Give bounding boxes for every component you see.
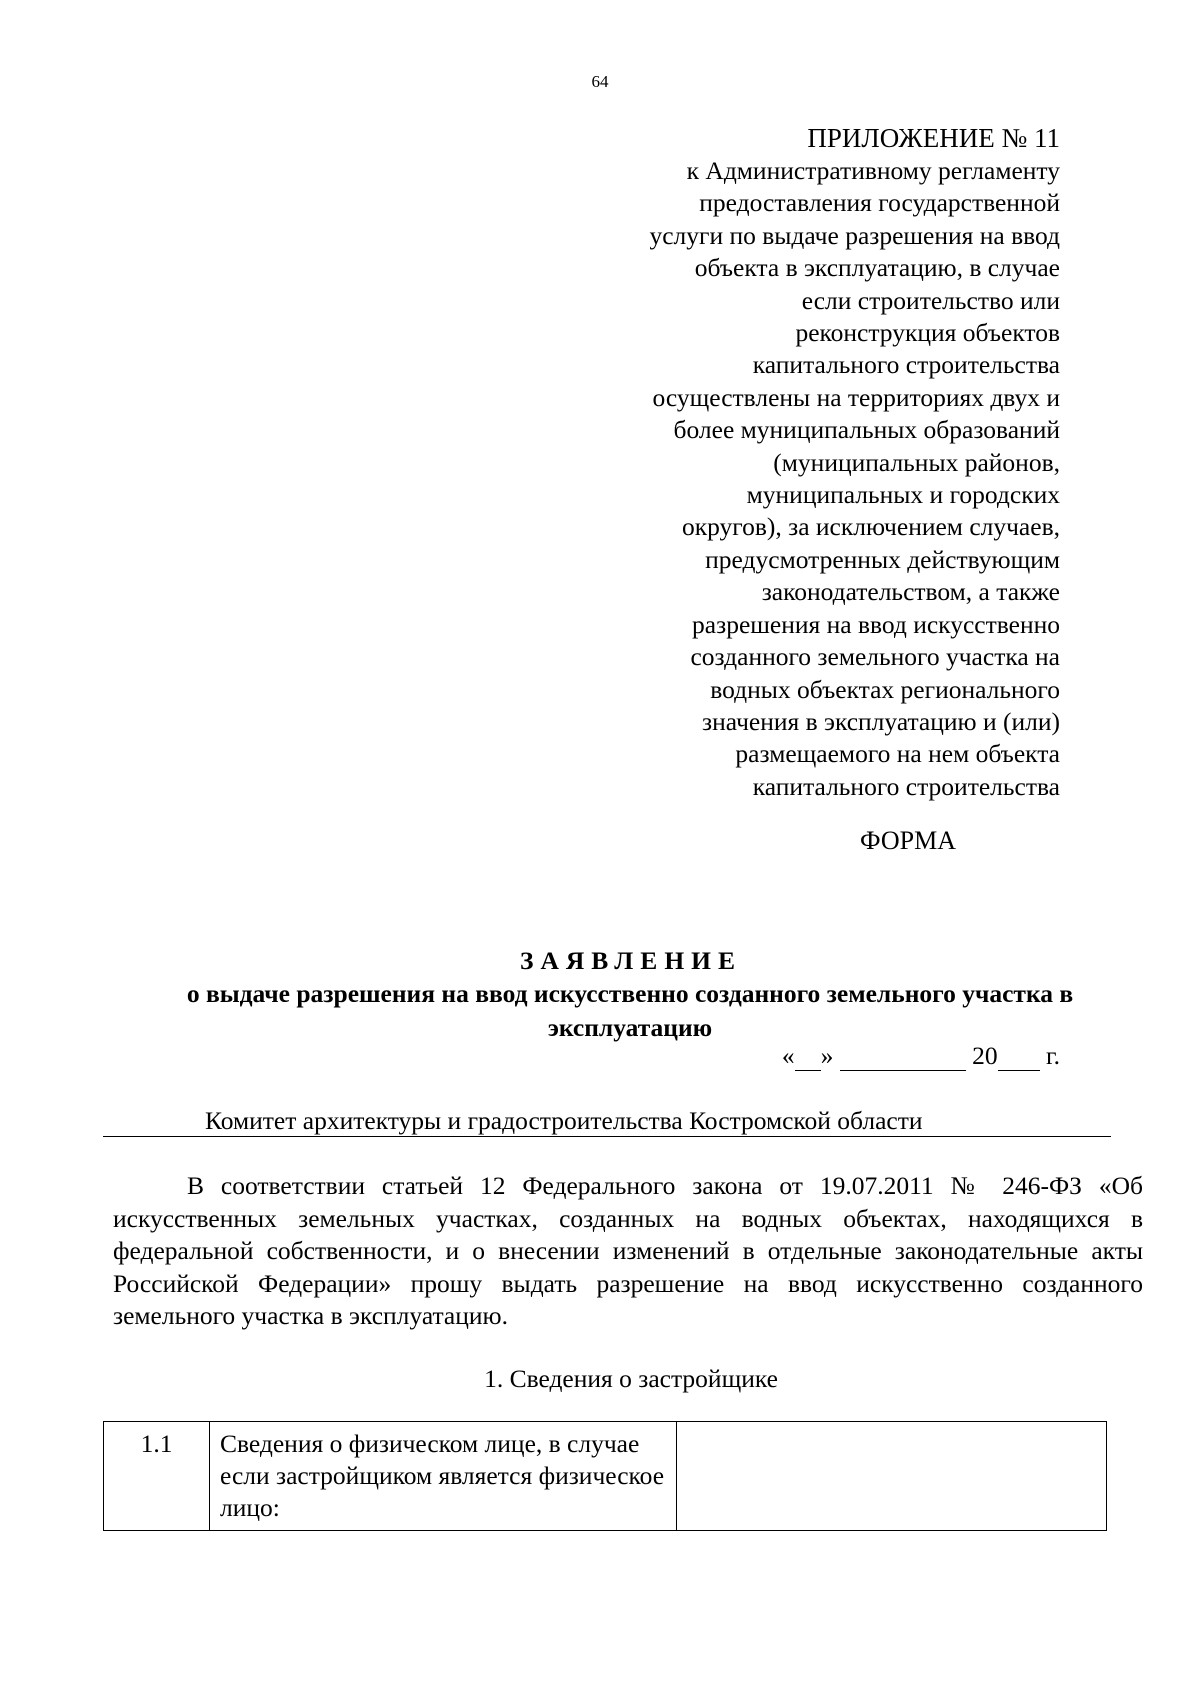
appendix-line: созданного земельного участка на xyxy=(690,642,1060,672)
row-number: 1.1 xyxy=(104,1422,210,1531)
form-label: ФОРМА xyxy=(860,826,956,855)
appendix-line: значения в эксплуатацию и (или) xyxy=(702,706,1060,736)
row-label: Сведения о физическом лице, в случае если застройщиком является физическое лицо: xyxy=(210,1422,677,1531)
appendix-line: (муниципальных районов, xyxy=(773,447,1060,477)
appendix-line: объекта в эксплуатацию, в случае xyxy=(694,253,1060,283)
addressee-field[interactable] xyxy=(103,1106,1111,1137)
date-open-quote: « xyxy=(781,1041,795,1070)
appendix-line: более муниципальных образований xyxy=(673,415,1060,445)
row-value-field[interactable] xyxy=(677,1422,1107,1531)
year-blank[interactable] xyxy=(998,1044,1040,1071)
day-blank[interactable] xyxy=(795,1044,821,1071)
document-subtitle: о выдаче разрешения на ввод искусственно созданного земельного участка в эксплуатацию xyxy=(186,979,1074,1042)
table-row xyxy=(104,1422,1107,1531)
month-blank[interactable] xyxy=(840,1044,966,1071)
appendix-line: если строительство или xyxy=(801,285,1060,315)
appendix-line: услуги по выдаче разрешения на ввод xyxy=(649,220,1060,250)
appendix-title: ПРИЛОЖЕНИЕ № 11 xyxy=(807,123,1060,153)
appendix-line: капитального строительства xyxy=(752,771,1060,801)
appendix-line: капитального строительства xyxy=(752,350,1060,380)
appendix-line: размещаемого на нем объекта xyxy=(735,739,1060,769)
year-prefix: 20 xyxy=(972,1041,998,1070)
section-title: 1. Сведения о застройщике xyxy=(484,1364,778,1393)
date-close-quote: » xyxy=(820,1041,834,1070)
appendix-line: осуществлены на территориях двух и xyxy=(652,382,1060,412)
body-paragraph: В соответствии статьей 12 Федерального закона от 19.07.2011 № 246-ФЗ «Об искусственных земельных участках, созданных на водных объектах, находящихся в федеральной собственности, и о внесении изменений в отдельные законодательные акты Российской Федерации» прошу выдать разрешение на ввод искусственно созданного земельного участка в эксплуатацию. xyxy=(113,1171,1143,1331)
appendix-line: предусмотренных действующим xyxy=(705,544,1060,574)
appendix-line: законодательством, а также xyxy=(761,577,1060,607)
date-line xyxy=(782,1041,1060,1071)
appendix-line: муниципальных и городских xyxy=(746,480,1060,510)
applicant-info-table xyxy=(103,1421,1107,1531)
page-number: 64 xyxy=(591,72,609,91)
appendix-line: предоставления государственной xyxy=(699,188,1060,218)
appendix-line: округов), за исключением случаев, xyxy=(681,512,1060,542)
document-title: ЗАЯВЛЕНИЕ xyxy=(519,946,742,975)
appendix-line: реконструкция объектов xyxy=(795,318,1060,348)
addressee-text: Комитет архитектуры и градостроительства Костромской области xyxy=(205,1106,923,1135)
year-suffix: г. xyxy=(1046,1041,1060,1070)
appendix-description xyxy=(580,155,1060,803)
appendix-line: водных объектах регионального xyxy=(710,674,1060,704)
appendix-line: к Административному регламенту xyxy=(686,156,1060,185)
appendix-line: разрешения на ввод искусственно xyxy=(692,609,1060,639)
